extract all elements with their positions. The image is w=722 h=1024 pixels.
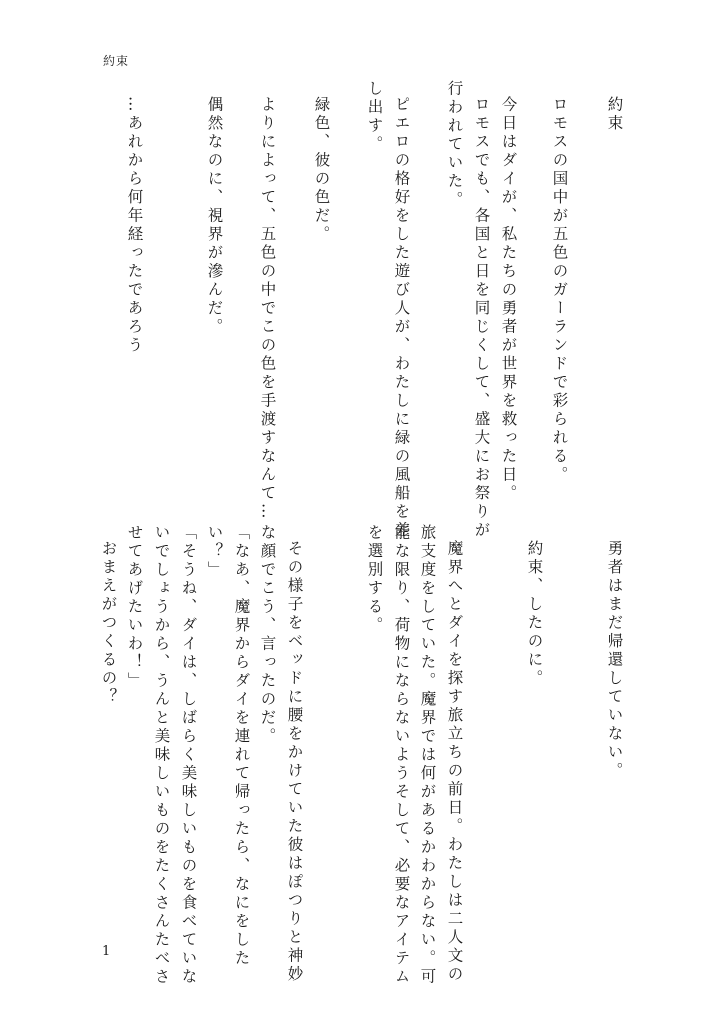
text-column: 魔界へとダイを探す旅立ちの前日。わたしは二人文の: [445, 540, 464, 984]
text-column: 旅支度をしていた。魔界では何があるかわからない。可: [418, 524, 437, 987]
text-column: 今日はダイが、私たちの勇者が世界を救った日。: [499, 96, 518, 503]
text-column: い？」: [205, 524, 224, 580]
text-column: せてあげたいわ！」: [125, 524, 144, 691]
running-header: 約束: [103, 54, 130, 68]
text-column: …あれから何年経ったであろう: [125, 96, 144, 355]
text-column: を選別する。: [365, 524, 384, 635]
text-column: し出す。: [365, 80, 384, 154]
text-column: 偶然なのに、視界が滲んだ。: [205, 96, 224, 337]
text-column: 約束、したのに。: [525, 540, 544, 688]
text-column: 行われていた。: [445, 80, 464, 210]
text-column: 勇者はまだ帰還していない。: [605, 540, 624, 781]
text-column: 緑色、彼の色だ。: [312, 96, 331, 244]
text-column: 能な限り、荷物にならないようそして、必要なアイテム: [392, 524, 411, 987]
text-column: いでしょうから、うんと美味しいものをたくさんたべさ: [152, 524, 171, 987]
text-column: その様子をベッドに腰をかけていた彼はぽつりと神妙: [285, 540, 304, 984]
text-column: 「そうね、ダイは、しばらく美味しいものを食べていな: [179, 524, 198, 987]
text-column: おまえがつくるの？: [99, 540, 118, 707]
page-number: 1: [102, 944, 111, 959]
text-column: よりによって、五色の中でこの色を手渡すなんて…: [258, 96, 277, 522]
story-title: 約束: [605, 96, 624, 133]
text-column: 「なあ、魔界からダイを連れて帰ったら、なにをした: [232, 524, 251, 968]
text-column: ロモスの国中が五色のガーランドで彩られる。: [550, 96, 569, 485]
text-column: ピエロの格好をした遊び人が、わたしに緑の風船を差: [392, 96, 411, 540]
text-column: な顔でこう、言ったのだ。: [258, 524, 277, 746]
text-column: ロモスでも、各国と日を同じくして、盛大にお祭りが: [472, 96, 491, 540]
